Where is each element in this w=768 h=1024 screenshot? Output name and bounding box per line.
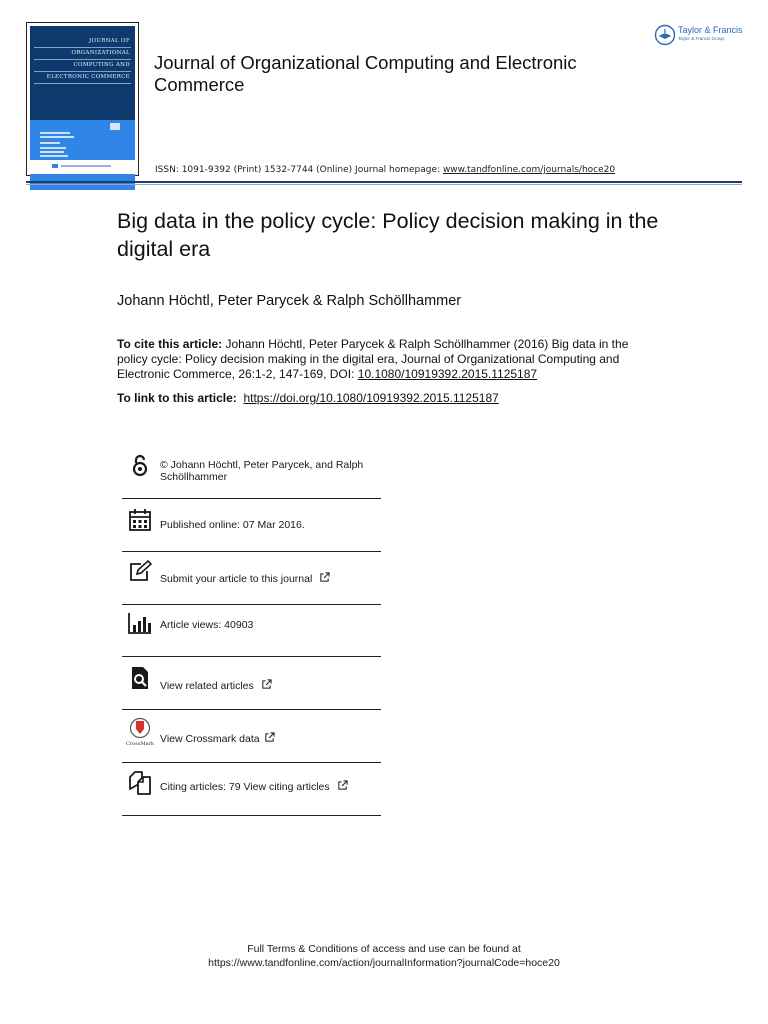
taylor-francis-icon [654,24,676,46]
publisher-name: Taylor & Francis [678,25,743,35]
info-row-copyright [122,446,381,499]
citing-documents-icon [128,771,152,795]
related-articles-label: View related articles [160,680,254,692]
related-articles-text [160,679,272,692]
submit-article-link[interactable] [122,552,381,605]
link-label: To link to this article: [117,391,237,405]
bar-chart-icon [128,611,152,635]
document-search-icon [128,666,152,690]
article-info-list [122,446,381,816]
crossmark-label: View Crossmark data [160,733,260,745]
article-authors: Johann Höchtl, Peter Parycek & Ralph Schöllhammer [117,293,462,309]
calendar-icon [128,508,152,532]
terms-url[interactable]: https://www.tandfonline.com/action/journalInformation?journalCode=hoce20 [208,957,560,969]
issn-text: ISSN: 1091-9392 (Print) 1532-7744 (Online) Journal homepage: [155,165,441,175]
cover-title-line: ELECTRONIC COMMERCE [46,74,130,80]
journal-homepage-link[interactable]: www.tandfonline.com/journals/hoce20 [442,165,616,175]
edit-icon [128,559,152,583]
cover-header-band [30,26,135,120]
external-link-icon [261,679,272,690]
journal-title: Journal of Organizational Computing and Electronic Commerce [154,52,577,95]
terms-footer [0,942,768,970]
citing-articles-link[interactable] [122,763,381,816]
crossmark-icon [126,717,154,747]
header-divider [26,181,742,183]
citation-block [117,337,657,382]
info-row-published [122,499,381,552]
publisher-logo[interactable] [654,22,746,48]
terms-line: Full Terms & Conditions of access and use can be found at [247,943,521,955]
cite-text: Johann Höchtl, Peter Parycek & Ralph Schöllhammer (2016) Big data in the policy cycle: Policy decision making in the digital era, Journal of Organizational Computing and Electronic Commerce, 26:1-2, 147-169, DOI: [117,337,629,381]
crossmark-badge-text: CrossMark [126,741,154,747]
article-views: Article views: 40903 [160,619,254,631]
crossmark-link[interactable] [122,710,381,763]
doi-link[interactable]: 10.1080/10919392.2015.1125187 [357,367,538,381]
submit-article-text [160,572,330,585]
crossmark-text [160,732,275,745]
header-divider-thin [26,184,742,185]
citing-articles-label: Citing articles: 79 View citing articles [160,781,330,793]
journal-cover-image [26,22,139,176]
open-access-icon [128,454,152,478]
submit-article-label: Submit your article to this journal [160,573,313,585]
cover-title-line: COMPUTING AND [73,62,130,68]
copyright-text: © Johann Höchtl, Peter Parycek, and Ralph Schöllhammer [160,459,364,483]
external-link-icon [264,732,275,743]
cover-title-line: ORGANIZATIONAL [71,50,130,56]
article-link-line [117,391,499,405]
related-articles-link[interactable] [122,657,381,710]
external-link-icon [319,572,330,583]
cover-title-line: JOURNAL OF [88,38,130,44]
cover-body-band [30,120,135,190]
published-date: Published online: 07 Mar 2016. [160,519,305,531]
citing-articles-text [160,780,348,793]
cite-label: To cite this article: [117,337,223,351]
external-link-icon [337,780,348,791]
article-title: Big data in the policy cycle: Policy decision making in the digital era [117,209,659,261]
info-row-views [122,605,381,657]
publisher-subtitle: Taylor & Francis Group [678,36,725,41]
article-doi-url[interactable]: https://doi.org/10.1080/10919392.2015.1125187 [243,391,499,405]
issn-line [155,165,615,175]
